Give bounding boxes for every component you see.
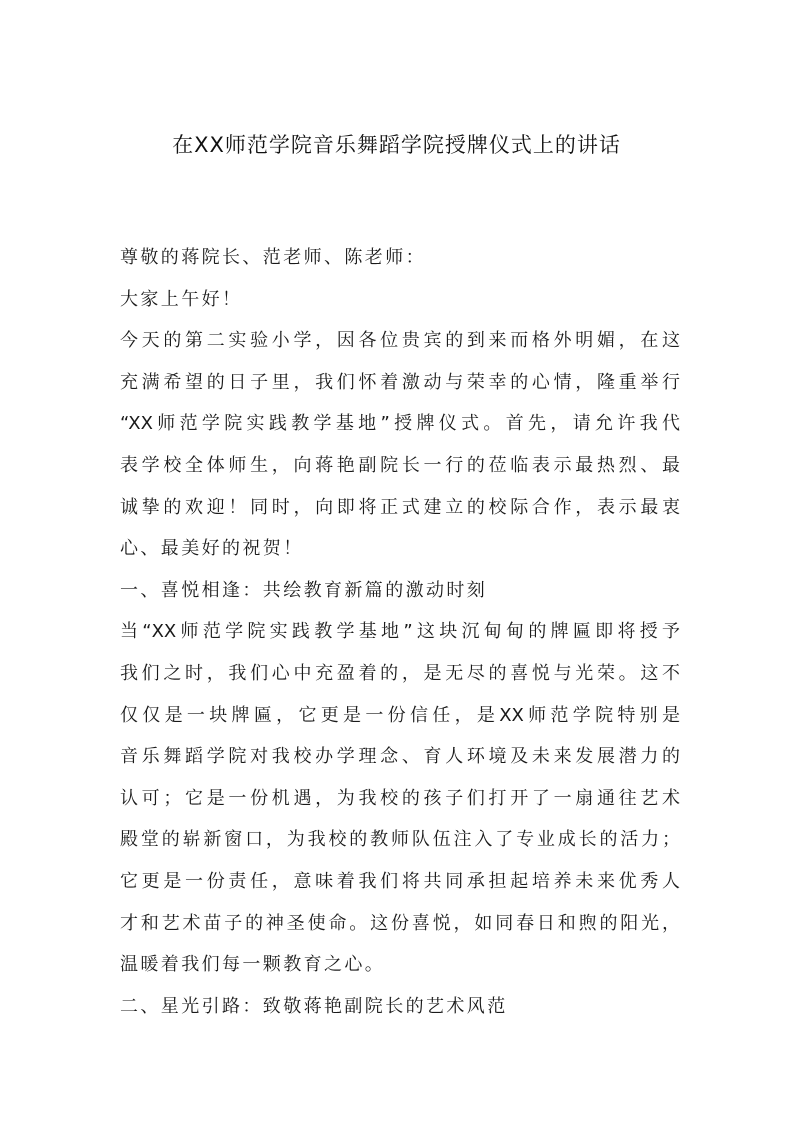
paragraph-line: 表学校全体师生，向蒋艳副院长一行的莅临表示最热烈、最 <box>120 454 680 476</box>
paragraph-line: 诚挚的欢迎！同时，向即将正式建立的校际合作，表示最衷 <box>120 496 680 518</box>
paragraph-line: “XX师范学院实践教学基地”授牌仪式。首先，请允许我代 <box>120 413 680 435</box>
document-body <box>120 237 680 1027</box>
paragraph-line: 音乐舞蹈学院对我校办学理念、育人环境及未来发展潜力的 <box>120 746 680 768</box>
document-title: 在XX师范学院音乐舞蹈学院授牌仪式上的讲话 <box>172 133 621 157</box>
paragraph-line: 认可；它是一份机遇，为我校的孩子们打开了一扇通往艺术 <box>120 787 680 809</box>
greeting-line: 大家上午好！ <box>120 288 243 310</box>
paragraph-line: 今天的第二实验小学，因各位贵宾的到来而格外明媚，在这 <box>120 330 680 352</box>
salutation-line: 尊敬的蒋院长、范老师、陈老师： <box>120 247 426 268</box>
section-heading-1: 一、喜悦相逢：共绘教育新篇的激动时刻 <box>120 579 488 601</box>
paragraph-line: 仅仅是一块牌匾，它更是一份信任，是XX师范学院特别是 <box>120 704 680 726</box>
paragraph-line: 才和艺术苗子的神圣使命。这份喜悦，如同春日和煦的阳光， <box>120 912 680 934</box>
paragraph-line: 它更是一份责任，意味着我们将共同承担起培养未来优秀人 <box>120 870 680 892</box>
paragraph-line: 温暖着我们每一颗教育之心。 <box>120 954 386 976</box>
paragraph-line: 充满希望的日子里，我们怀着激动与荣幸的心情，隆重举行 <box>120 371 680 393</box>
paragraph-line: 心、最美好的祝贺！ <box>120 538 304 560</box>
paragraph-line: 当“XX师范学院实践教学基地”这块沉甸甸的牌匾即将授予 <box>120 621 680 643</box>
section-heading-2: 二、星光引路：致敬蒋艳副院长的艺术风范 <box>120 995 508 1017</box>
paragraph-line: 我们之时，我们心中充盈着的，是无尽的喜悦与光荣。这不 <box>120 662 680 684</box>
paragraph-line: 殿堂的崭新窗口，为我校的教师队伍注入了专业成长的活力； <box>120 829 680 851</box>
